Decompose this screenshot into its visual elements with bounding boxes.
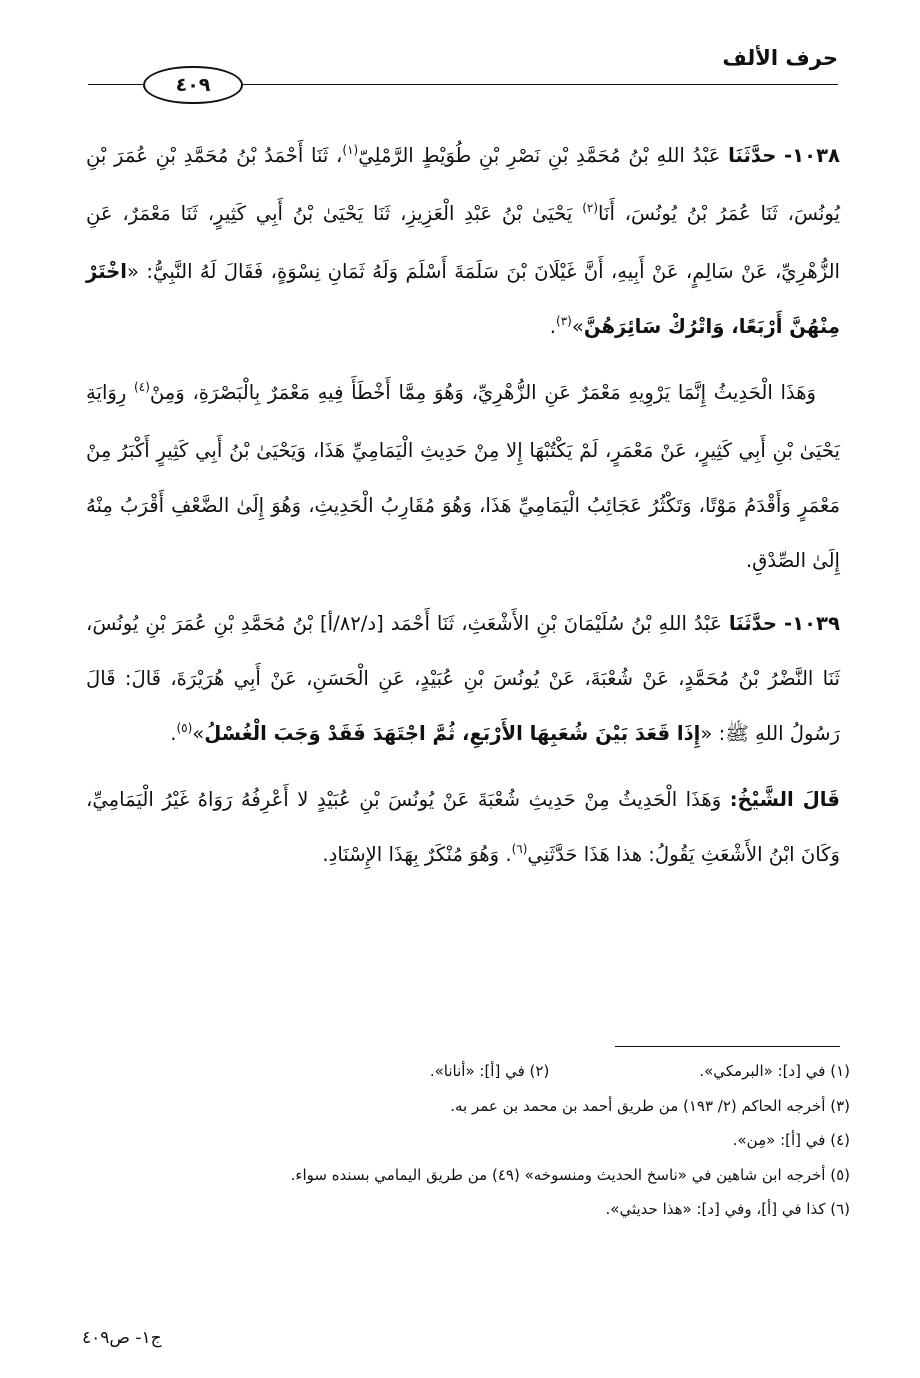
commentary-paragraph — [86, 772, 840, 885]
full-stop: . — [170, 722, 177, 745]
full-stop: . — [549, 315, 556, 338]
isnad: يَحْيَىٰ بْنُ عَبْدِ الْعَزِيزِ، ثَنَا يَحْيَىٰ بْنُ أَبِي كَثِيرٍ، ثَنَا مَعْمَرٌ، عَنِ الزُّهْرِيِّ، عَنْ سَالِمٍ، عَنْ أَبِيهِ، أَنَّ غَيْلَانَ بْنَ سَلَمَةَ أَسْلَمَ وَلَهُ ثَمَانِ نِسْوَةٍ، فَقَالَ لَهُ النَّبِيُّ: « — [86, 202, 840, 283]
footnote-5: (٥) أخرجه ابن شاهين في «ناسخ الحديث ومنسوخه» (٤٩) من طريق اليمامي بسنده سواء. — [290, 1165, 850, 1184]
commentary-text: وَهَذَا الْحَدِيثُ مِنْ حَدِيثِ شُعْبَةَ عَنْ يُونُسَ بْنِ عُبَيْدٍ لا أَعْرِفُهُ رَوَاهُ غَيْرُ الْيَمَامِيِّ، وَكَانَ ابْنُ الأَشْعَثِ يَقُولُ: هذا هَذَا حَدَّثَنِي — [86, 788, 840, 866]
footnote-marker: (٥) — [176, 721, 193, 735]
haddathana: حدَّثَنَا — [728, 612, 777, 635]
footnote-marker: (٤) — [134, 380, 150, 394]
footnote-2: (٢) في [أ]: «أنانا». — [429, 1062, 550, 1080]
shaykh-label: قَالَ الشَّيْخُ: — [729, 788, 840, 811]
commentary-text: وَهَذَا الْحَدِيثُ إِنَّمَا يَرْوِيهِ مَعْمَرٌ عَنِ الزُّهْرِيِّ، وَهُوَ مِمَّا أَخْطَأَ فِيهِ مَعْمَرٌ بِالْبَصْرَةِ، وَمِنْ — [149, 381, 816, 404]
footnote-4: (٤) في [أ]: «مِن». — [732, 1131, 850, 1149]
quote-close: » — [192, 722, 205, 745]
haddathana: حدَّثَنَا — [728, 144, 777, 167]
commentary-text: . وَهُوَ مُنْكَرٌ بِهَذَا الإِسْنَادِ. — [322, 843, 512, 866]
running-title: حرف الألف — [722, 46, 838, 70]
isnad: ، ثَنَا أَحْمَدُ بْنُ مُحَمَّدِ بْنِ عُمَرَ بْنِ يُونُسَ، ثَنَا عُمَرُ بْنُ يُونُسَ، أَنَا — [86, 144, 840, 225]
footnote-marker: (٦) — [511, 842, 528, 856]
hadith-1038 — [86, 128, 840, 357]
body-text — [86, 128, 840, 893]
footnote-row — [86, 1054, 850, 1089]
footnote-rule — [615, 1046, 840, 1047]
footnote-1: (١) في [د]: «البرمكي». — [699, 1062, 850, 1080]
hadith-1039 — [86, 596, 840, 764]
footnote-marker: (١) — [342, 143, 359, 157]
isnad: عَبْدُ اللهِ بْنُ سُلَيْمَانَ بْنِ الأَشْعَثِ، ثَنَا أَحْمَد [د/٨٢/أ] بْنُ مُحَمَّدِ بْنِ عُمَرَ بْنِ يُونُسَ، ثَنَا النَّضْرُ بْنُ مُحَمَّدٍ، عَنْ شُعْبَةَ، عَنْ يُونُسَ بْنِ عُبَيْدٍ، عَنِ الْحَسَنِ، عَنْ أَبِي هُرَيْرَةَ، قَالَ: قَالَ رَسُولُ اللهِ ﷺ: « — [86, 612, 840, 745]
footnote-6: (٦) كذا في [أ]، وفي [د]: «هذا حديثي». — [605, 1200, 850, 1218]
volume-page-reference: ج١- ص٤٠٩ — [82, 1328, 162, 1348]
matn: إِذَا قَعَدَ بَيْنَ شُعَبِهَا الأَرْبَعِ، ثُمَّ اجْتَهَدَ فَقَدْ وَجَبَ الْغُسْلُ — [204, 722, 701, 745]
matn: اخْتَرْ مِنْهُنَّ أَرْبَعًا، وَاتْرُكْ سَائِرَهُنَّ — [86, 260, 840, 338]
isnad: عَبْدُ اللهِ بْنُ مُحَمَّدِ بْنِ نَصْرِ بْنِ طُوَيْطٍ الرَّمْلِيّ — [358, 144, 721, 167]
hadith-number: ١٠٣٩- — [784, 612, 840, 635]
footnote-3: (٣) أخرجه الحاكم (٢/ ١٩٣) من طريق أحمد بن محمد بن عمر به. — [450, 1096, 850, 1115]
footnote-marker: (٢) — [582, 201, 599, 215]
footnote-marker: (٣) — [556, 314, 572, 328]
running-header — [88, 40, 838, 96]
quote-close: » — [571, 315, 584, 338]
footnotes — [86, 1054, 850, 1227]
page-number: ٤٠٩ — [143, 66, 243, 104]
hadith-number: ١٠٣٨- — [784, 144, 841, 167]
commentary-text: رِوَايَةِ يَحْيَىٰ بْنِ أَبِي كَثِيرٍ، عَنْ مَعْمَرٍ، لَمْ يَكْتُبْهَا إِلا مِنْ حَدِيثِ الْيَمَامِيِّ هَذَا، وَيَحْيَىٰ بْنُ أَبِي كَثِيرٍ أَكْبَرُ مِنْ مَعْمَرٍ وَأَقْدَمُ مَوْتًا، وَتَكْثُرُ عَجَائِبُ الْيَمَامِيِّ هَذَا، وَهُوَ مُقَارِبُ الْحَدِيثِ، وَهُوَ إِلَىٰ الضَّعْفِ أَقْرَبُ مِنْهُ إِلَىٰ الصِّدْقِ. — [86, 381, 840, 572]
commentary-paragraph — [86, 365, 840, 588]
